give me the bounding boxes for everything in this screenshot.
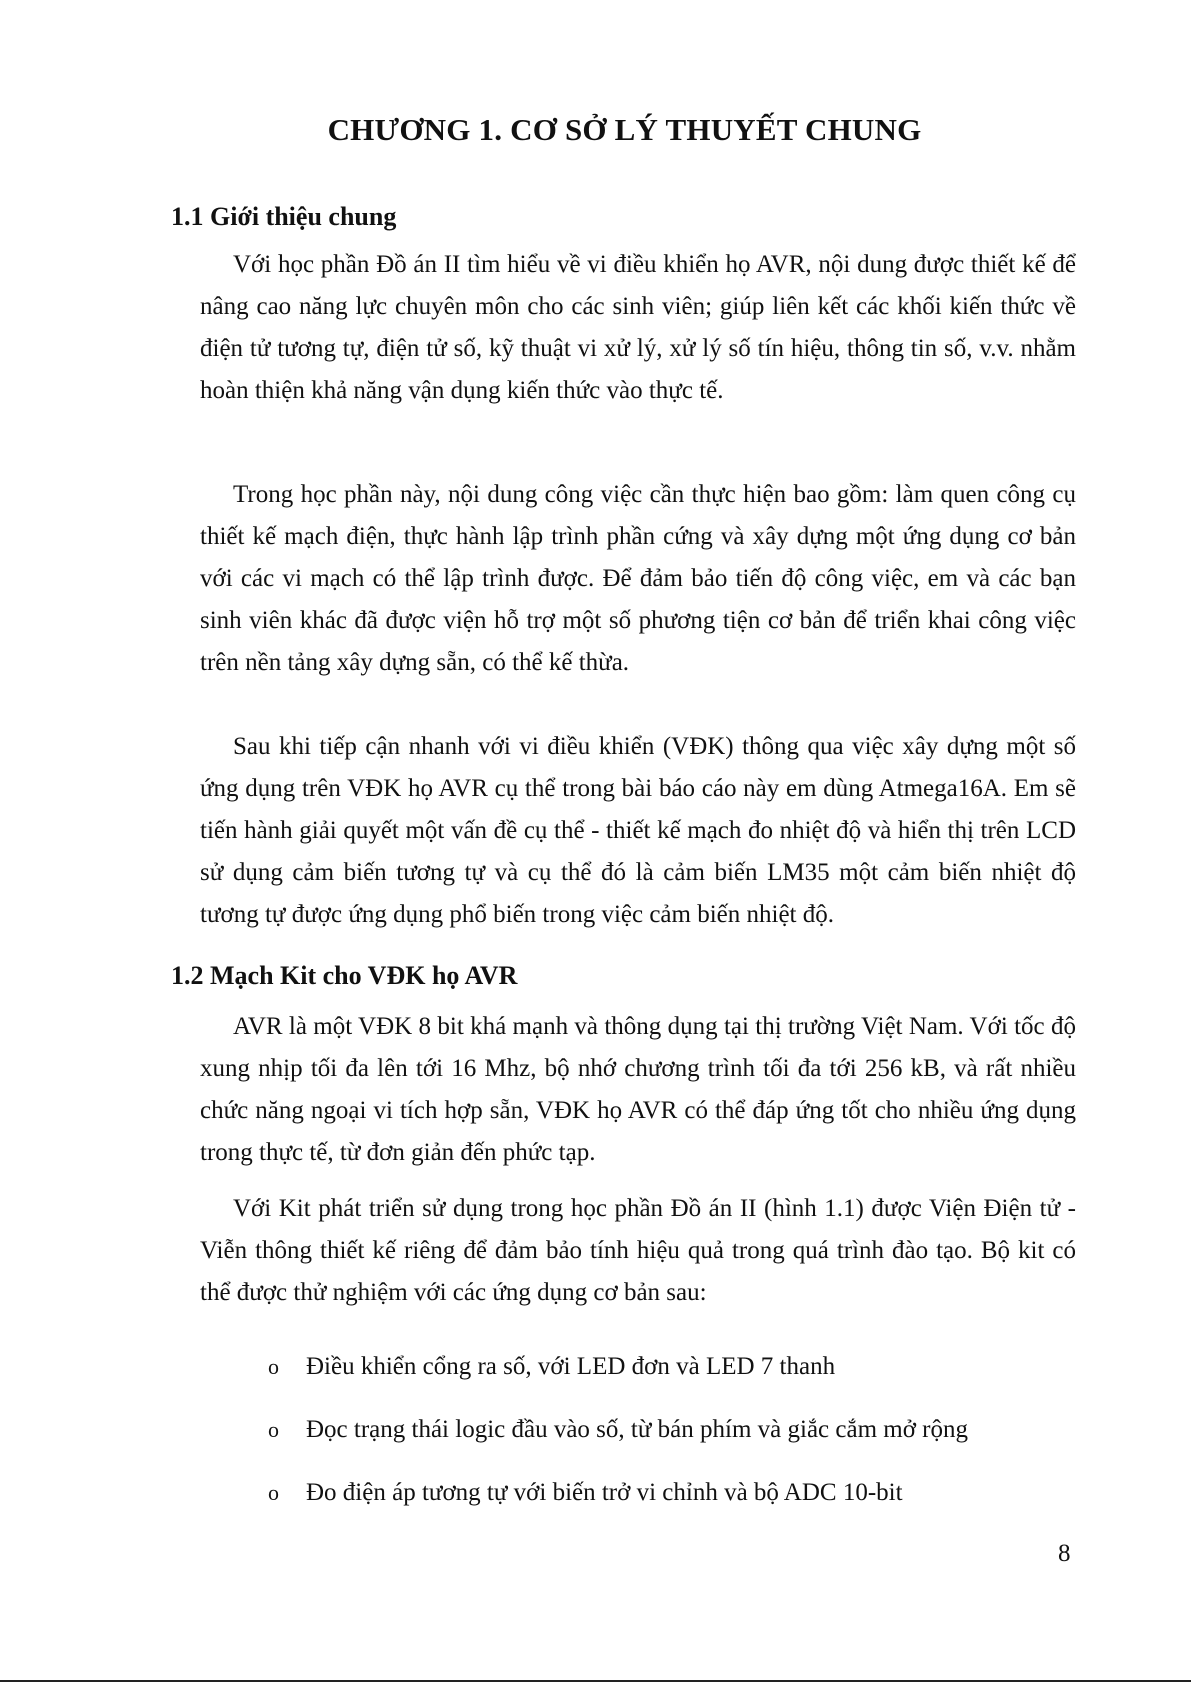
circle-bullet-icon: o bbox=[268, 1417, 279, 1442]
kit-application-list bbox=[268, 1351, 968, 1540]
paragraph: AVR là một VĐK 8 bit khá mạnh và thông dụng tại thị trường Việt Nam. Với tốc độ xung nhịp tối đa lên tới 16 Mhz, bộ nhớ chương trình tối đa tới 256 kB, và rất nhiều chức năng ngoại vi tích hợp sẵn, VĐK họ AVR có thể đáp ứng tốt cho nhiều ứng dụng trong thực tế, từ đơn giản đến phức tạp. bbox=[200, 1013, 1076, 1166]
list-item-text: Đo điện áp tương tự với biến trở vi chỉnh và bộ ADC 10-bit bbox=[306, 1479, 903, 1506]
section-heading-1-1: 1.1 Giới thiệu chung bbox=[171, 202, 397, 231]
footer-divider bbox=[0, 1680, 1191, 1682]
list-item bbox=[268, 1414, 968, 1477]
chapter-title: CHƯƠNG 1. CƠ SỞ LÝ THUYẾT CHUNG bbox=[327, 112, 922, 147]
paragraph: Với học phần Đồ án II tìm hiểu về vi điều khiển họ AVR, nội dung được thiết kế để nâng cao năng lực chuyên môn cho các sinh viên; giúp liên kết các khối kiến thức về điện tử tương tự, điện tử số, kỹ thuật vi xử lý, xử lý số tín hiệu, thông tin số, v.v. nhằm hoàn thiện khả năng vận dụng kiến thức vào thực tế. bbox=[200, 251, 1076, 404]
circle-bullet-icon: o bbox=[268, 1480, 279, 1505]
paragraph: Với Kit phát triển sử dụng trong học phần Đồ án II (hình 1.1) được Viện Điện tử - Viễn thông thiết kế riêng để đảm bảo tính hiệu quả trong quá trình đào tạo. Bộ kit có thể được thử nghiệm với các ứng dụng cơ bản sau: bbox=[200, 1195, 1076, 1306]
page-number: 8 bbox=[1058, 1540, 1071, 1567]
list-item bbox=[268, 1351, 968, 1414]
paragraph: Sau khi tiếp cận nhanh với vi điều khiển (VĐK) thông qua việc xây dựng một số ứng dụng trên VĐK họ AVR cụ thể trong bài báo cáo này em dùng Atmega16A. Em sẽ tiến hành giải quyết một vấn đề cụ thể - thiết kế mạch đo nhiệt độ và hiển thị trên LCD sử dụng cảm biến tương tự và cụ thể đó là cảm biến LM35 một cảm biến nhiệt độ tương tự được ứng dụng phổ biến trong việc cảm biến nhiệt độ. bbox=[200, 733, 1076, 928]
list-item-text: Điều khiển cổng ra số, với LED đơn và LED 7 thanh bbox=[306, 1353, 836, 1380]
list-item bbox=[268, 1477, 968, 1540]
circle-bullet-icon: o bbox=[268, 1354, 279, 1379]
list-item-text: Đọc trạng thái logic đầu vào số, từ bán phím và giắc cắm mở rộng bbox=[306, 1416, 969, 1443]
paragraph: Trong học phần này, nội dung công việc cần thực hiện bao gồm: làm quen công cụ thiết kế mạch điện, thực hành lập trình phần cứng và xây dựng một ứng dụng cơ bản với các vi mạch có thể lập trình được. Để đảm bảo tiến độ công việc, em và các bạn sinh viên khác đã được viện hỗ trợ một số phương tiện cơ bản để triển khai công việc trên nền tảng xây dựng sẵn, có thể kế thừa. bbox=[200, 481, 1076, 676]
section-heading-1-2: 1.2 Mạch Kit cho VĐK họ AVR bbox=[171, 961, 518, 990]
